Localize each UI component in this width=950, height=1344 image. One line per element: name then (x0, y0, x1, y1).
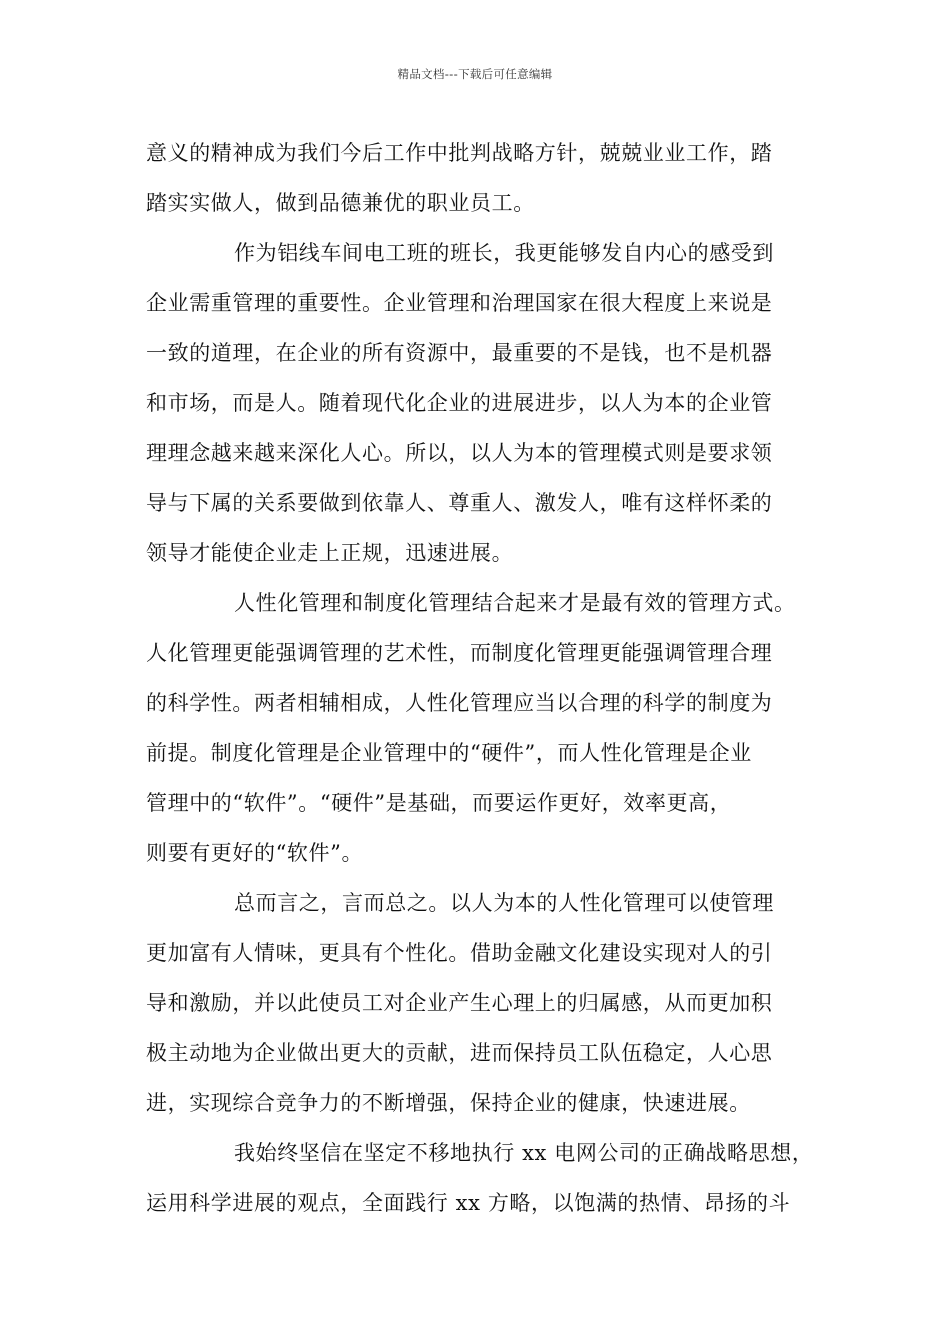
text-line: 则要有更好的“软件”。 (146, 841, 364, 865)
text-line: 踏实实做人，做到品德兼优的职业员工。 (146, 191, 535, 215)
text-line: 管理中的“软件”。“硬件”是基础，而要运作更好，效率更高， (146, 791, 732, 815)
paragraph-start-line: 总而言之，言而总之。以人为本的人性化管理可以使管理 (234, 891, 774, 915)
paragraph-start-line: 人性化管理和制度化管理结合起来才是最有效的管理方式。 (234, 591, 796, 615)
text-line: 人化管理更能强调管理的艺术性，而制度化管理更能强调管理合理 (146, 641, 773, 665)
text-line: 和市场，而是人。随着现代化企业的进展进步，以人为本的企业管 (146, 391, 773, 415)
text-line: 一致的道理，在企业的所有资源中，最重要的不是钱，也不是机器 (146, 341, 773, 365)
text-line: 企业需重管理的重要性。企业管理和治理国家在很大程度上来说是 (146, 291, 773, 315)
document-body (146, 128, 818, 1228)
text-line: 领导才能使企业走上正规，迅速进展。 (146, 541, 514, 565)
text-line: 进，实现综合竞争力的不断增强，保持企业的健康，快速进展。 (146, 1091, 751, 1115)
text-line: 导和激励，并以此使员工对企业产生心理上的归属感，从而更加积 (146, 991, 773, 1015)
text-line: 更加富有人情味，更具有个性化。借助金融文化建设实现对人的引 (146, 941, 773, 965)
text-line: 理理念越来越来深化人心。所以，以人为本的管理模式则是要求领 (146, 441, 773, 465)
text-line: 前提。制度化管理是企业管理中的“硬件”，而人性化管理是企业 (146, 741, 752, 765)
paragraph-start-line: 我始终坚信在坚定不移地执行 xx 电网公司的正确战略思想， (234, 1141, 814, 1165)
text-line: 导与下属的关系要做到依靠人、尊重人、激发人，唯有这样怀柔的 (146, 491, 773, 515)
text-line: 极主动地为企业做出更大的贡献，进而保持员工队伍稳定，人心思 (146, 1041, 773, 1065)
paragraph-start-line: 作为铝线车间电工班的班长，我更能够发自内心的感受到 (234, 241, 774, 265)
text-line: 意义的精神成为我们今后工作中批判战略方针，兢兢业业工作，踏 (146, 141, 773, 165)
text-line: 的科学性。两者相辅相成，人性化管理应当以合理的科学的制度为 (146, 691, 773, 715)
page-header: 精品文档---下载后可任意编辑 (397, 67, 553, 81)
text-line: 运用科学进展的观点，全面践行 xx 方略，以饱满的热情、昂扬的斗 (146, 1191, 791, 1215)
